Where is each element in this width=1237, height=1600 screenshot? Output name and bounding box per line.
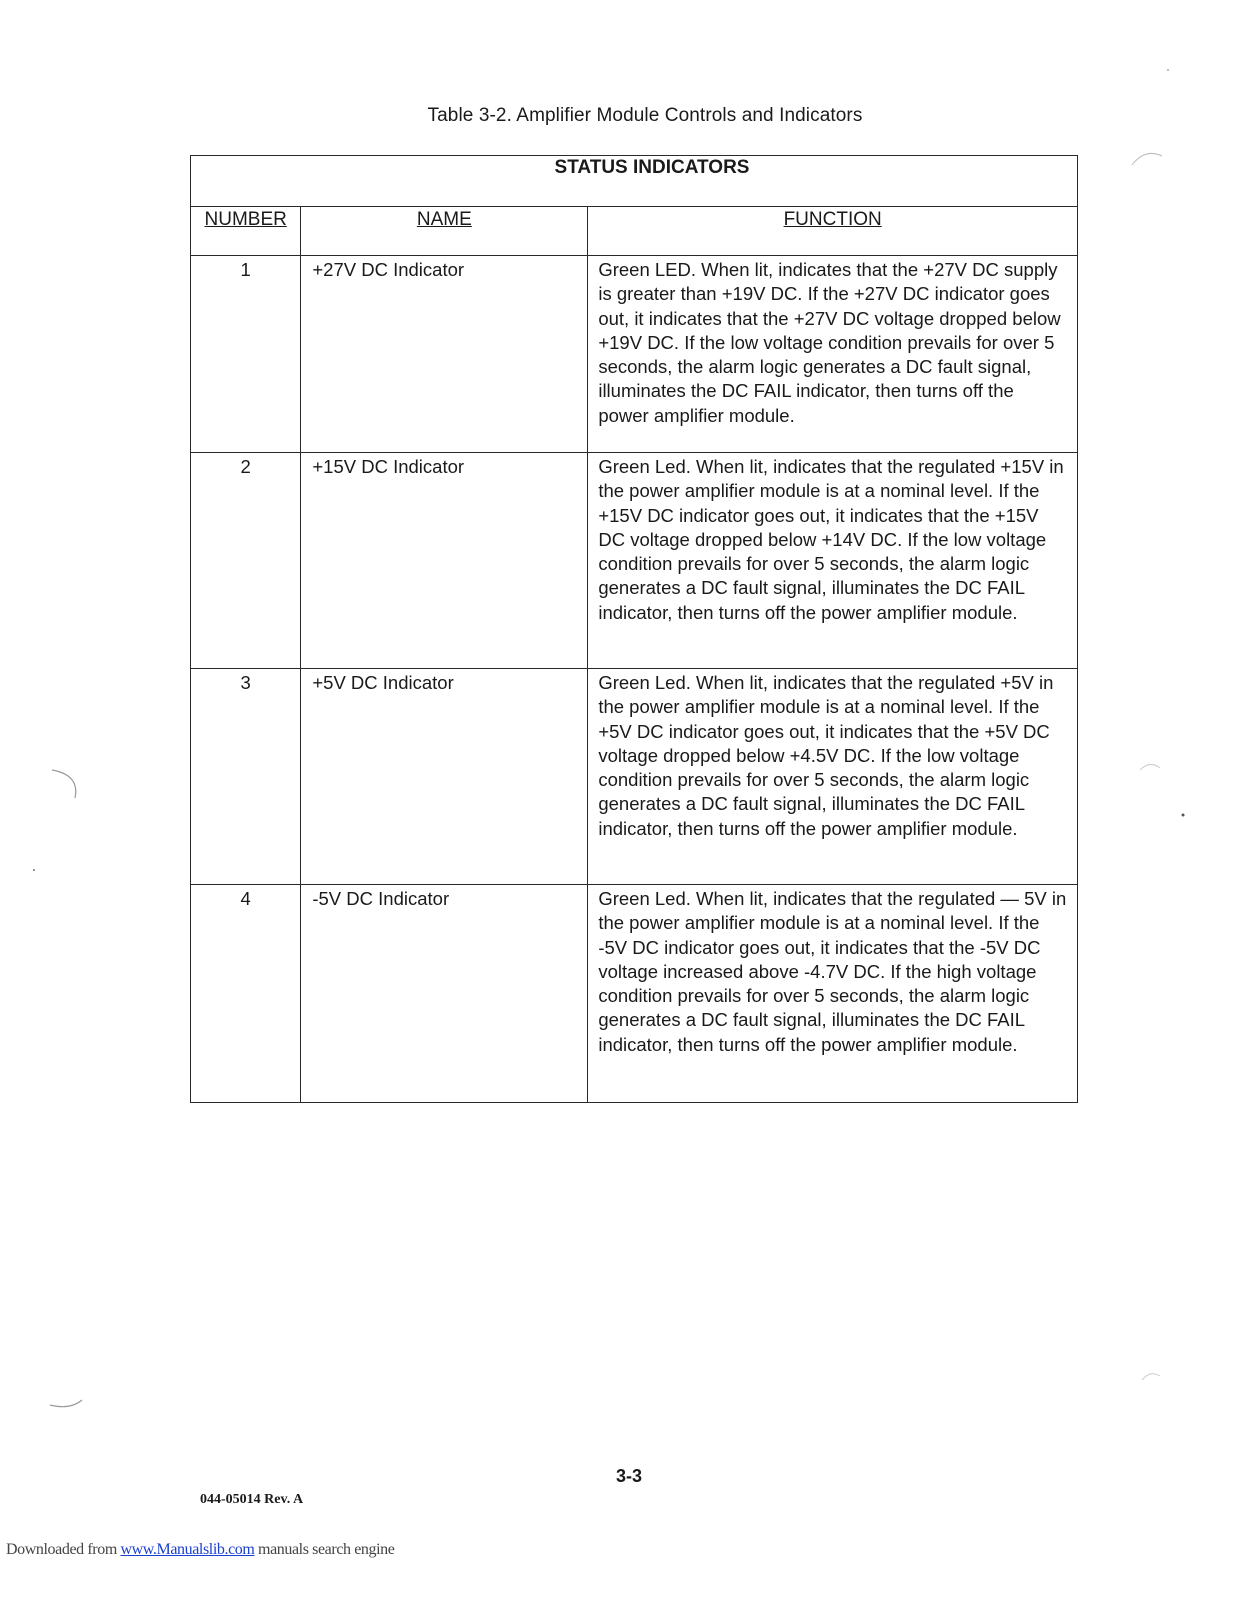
table-caption: Table 3-2. Amplifier Module Controls and Indicators: [427, 105, 863, 126]
row-number: 3: [191, 669, 301, 885]
row-number: 4: [191, 885, 301, 1103]
row-function: Green Led. When lit, indicates that the regulated +15V in the power amplifier module is at a nominal level. If the +15V DC indicator goes out, it indicates that the +15V DC voltage dropped below +14V DC. If the low voltage condition prevails for over 5 seconds, the alarm logic generates a DC fault signal, illuminates the DC FAIL indicator, then turns off the power amplifier module.: [588, 453, 1078, 669]
header-number: NUMBER: [191, 207, 301, 256]
table-row: [191, 669, 1078, 885]
document-id: 044-05014 Rev. A: [200, 1492, 304, 1507]
table-row: [191, 256, 1078, 453]
row-function: Green Led. When lit, indicates that the regulated +5V in the power amplifier module is at a nominal level. If the +5V DC indicator goes out, it indicates that the +5V DC voltage dropped below +4.5V DC. If the low voltage condition prevails for over 5 seconds, the alarm logic generates a DC fault signal, illuminates the DC FAIL indicator, then turns off the power amplifier module.: [588, 669, 1078, 885]
download-prefix: Downloaded from: [6, 1541, 121, 1558]
page-number: 3-3: [616, 1466, 643, 1486]
header-name: NAME: [301, 207, 588, 256]
table-row: [191, 453, 1078, 669]
hole-mark-top: [1132, 153, 1162, 165]
hole-mark-bottom: [1142, 1374, 1160, 1380]
row-name: -5V DC Indicator: [301, 885, 588, 1103]
hole-mark-mid: [1140, 764, 1160, 770]
table-header-row: [191, 207, 1078, 256]
table-title-row: [191, 156, 1078, 207]
download-notice: [6, 1541, 394, 1559]
speck: [1182, 814, 1185, 817]
row-name: +5V DC Indicator: [301, 669, 588, 885]
header-function: FUNCTION: [588, 207, 1078, 256]
row-name: +27V DC Indicator: [301, 256, 588, 453]
row-function: Green LED. When lit, indicates that the +27V DC supply is greater than +19V DC. If the +27V DC indicator goes out, it indicates that the +27V DC voltage dropped below +19V DC. If the low voltage condition prevails for over 5 seconds, the alarm logic generates a DC fault signal, illuminates the DC FAIL indicator, then turns off the power amplifier module.: [588, 256, 1078, 453]
speck: [1167, 69, 1169, 71]
table-row: [191, 885, 1078, 1103]
table-title-text: STATUS INDICATORS: [554, 157, 750, 178]
status-indicators-table: [190, 155, 1078, 1103]
row-number: 1: [191, 256, 301, 453]
row-number: 2: [191, 453, 301, 669]
download-suffix: manuals search engine: [254, 1541, 395, 1558]
table-title: [191, 156, 1078, 207]
hole-mark-left-mid: [52, 770, 76, 798]
speck: [33, 869, 35, 871]
row-function: Green Led. When lit, indicates that the regulated — 5V in the power amplifier module is at a nominal level. If the -5V DC indicator goes out, it indicates that the -5V DC voltage increased above -4.7V DC. If the high voltage condition prevails for over 5 seconds, the alarm logic generates a DC fault signal, illuminates the DC FAIL indicator, then turns off the power amplifier module.: [588, 885, 1078, 1103]
row-name: +15V DC Indicator: [301, 453, 588, 669]
manualslib-link[interactable]: www.Manualslib.com: [120, 1541, 255, 1558]
hole-mark-left-bottom: [50, 1400, 82, 1407]
